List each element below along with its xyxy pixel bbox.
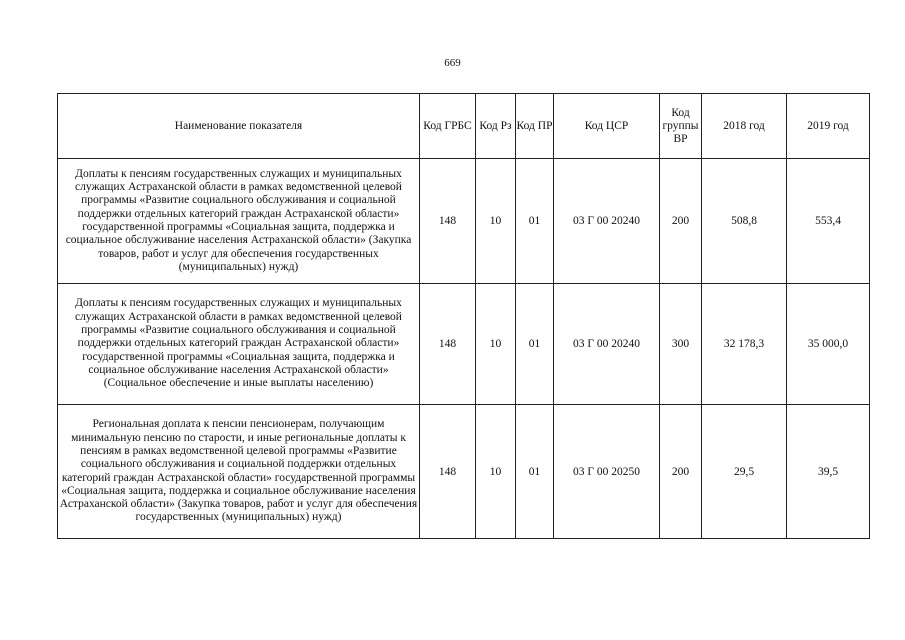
row-2019: 553,4	[787, 159, 870, 284]
header-2019: 2019 год	[787, 94, 870, 159]
row-vr: 300	[660, 284, 702, 405]
table-row	[58, 159, 870, 284]
table-row	[58, 405, 870, 539]
row-pr: 01	[516, 284, 554, 405]
row-grbs: 148	[420, 405, 476, 539]
table-row	[58, 284, 870, 405]
table-header-row	[58, 94, 870, 159]
row-vr: 200	[660, 405, 702, 539]
row-pr: 01	[516, 405, 554, 539]
row-2018: 508,8	[702, 159, 787, 284]
row-csr: 03 Г 00 20240	[554, 159, 660, 284]
header-pr: Код ПР	[516, 94, 554, 159]
header-vr: Код группы ВР	[660, 94, 702, 159]
header-rz: Код Рз	[476, 94, 516, 159]
row-name: Доплаты к пенсиям государственных служащих и муниципальных служащих Астраханской области в рамках ведомственной целевой программы «Развитие социального обслуживания и социальной поддержки отдельных категорий граждан Астраханской области» государственной программы «Социальная защита, поддержка и социальное обслуживание населения Астраханской области» (Социальное обеспечение и иные выплаты населению)	[58, 284, 420, 405]
page-number: 669	[444, 57, 461, 69]
budget-table	[57, 93, 870, 539]
header-2018: 2018 год	[702, 94, 787, 159]
row-rz: 10	[476, 159, 516, 284]
row-grbs: 148	[420, 159, 476, 284]
row-2018: 32 178,3	[702, 284, 787, 405]
row-grbs: 148	[420, 284, 476, 405]
header-grbs: Код ГРБС	[420, 94, 476, 159]
row-csr: 03 Г 00 20250	[554, 405, 660, 539]
header-csr: Код ЦСР	[554, 94, 660, 159]
header-name: Наименование показателя	[58, 94, 420, 159]
row-2018: 29,5	[702, 405, 787, 539]
row-name: Доплаты к пенсиям государственных служащих и муниципальных служащих Астраханской области в рамках ведомственной целевой программы «Развитие социального обслуживания и социальной поддержки отдельных категорий граждан Астраханской области» государственной программы «Социальная защита, поддержка и социальное обслуживание населения Астраханской области» (Закупка товаров, работ и услуг для обеспечения государственных (муниципальных) нужд)	[58, 159, 420, 284]
row-vr: 200	[660, 159, 702, 284]
row-rz: 10	[476, 284, 516, 405]
row-csr: 03 Г 00 20240	[554, 284, 660, 405]
row-2019: 35 000,0	[787, 284, 870, 405]
row-name: Региональная доплата к пенсии пенсионерам, получающим минимальную пенсию по старости, и иные региональные доплаты к пенсиям в рамках ведомственной целевой программы «Развитие социального обслуживания и социальной поддержки отдельных категорий граждан Астраханской области» государственной программы «Социальная защита, поддержка и социальное обслуживание населения Астраханской области» (Закупка товаров, работ и услуг для обеспечения государственных (муниципальных) нужд)	[58, 405, 420, 539]
row-2019: 39,5	[787, 405, 870, 539]
row-pr: 01	[516, 159, 554, 284]
row-rz: 10	[476, 405, 516, 539]
